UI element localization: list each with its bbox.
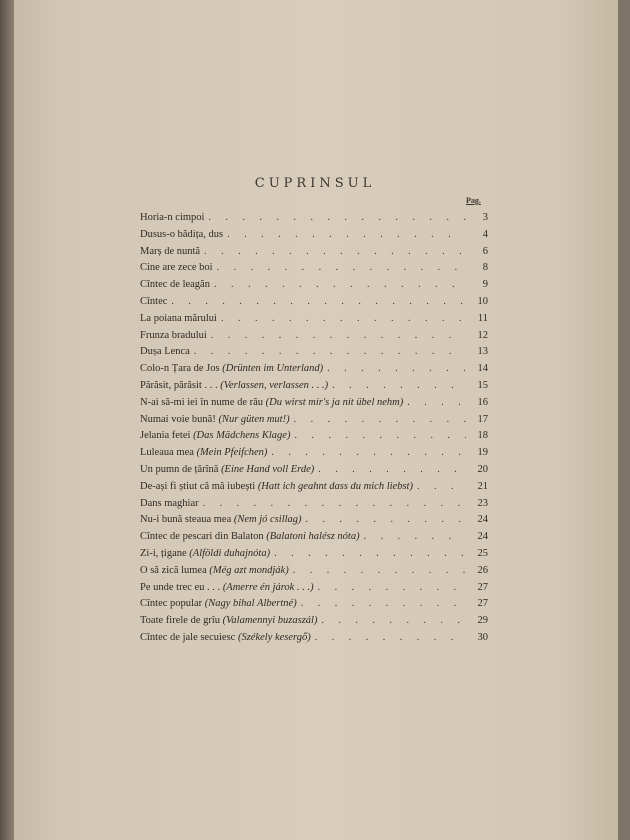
toc-entry-title [140, 361, 327, 378]
toc-entry [140, 294, 488, 311]
toc-leader-dots [203, 496, 466, 513]
toc-leader-dots [204, 244, 466, 261]
toc-entry [140, 395, 488, 412]
toc-entry-text: Cîntec de pescari din Balaton [140, 531, 264, 543]
toc-entry [140, 277, 488, 294]
page-title: CUPRINSUL [254, 176, 376, 191]
toc-entry-page: 25 [477, 547, 488, 559]
toc-leader-dots [321, 613, 466, 630]
toc-leader-dots [227, 227, 466, 244]
toc-leader-dots [217, 260, 466, 277]
toc-entry-title [140, 260, 217, 277]
toc-entry-page: 27 [477, 598, 488, 610]
toc-entry-subtitle: (Nur güten mut!) [218, 413, 290, 425]
toc-leader-dots [332, 378, 466, 395]
toc-entry-page: 9 [482, 279, 488, 291]
toc-entry [140, 344, 488, 361]
toc-entry-subtitle: (Alföldi duhajnóta) [189, 547, 271, 559]
toc-entry-subtitle: (Eine Hand voll Erde) [221, 463, 315, 475]
toc-entry [140, 378, 488, 395]
toc-entry [140, 546, 488, 563]
toc-entry-text: N-ai să-mi iei în nume de rău [140, 396, 264, 408]
toc-entry-page: 26 [477, 564, 488, 576]
toc-leader-dots [327, 361, 466, 378]
toc-entry [140, 428, 488, 445]
toc-entry-page: 13 [477, 346, 488, 358]
toc-entry-text: Horia-n cimpoi [140, 212, 205, 223]
toc-entry-page: 3 [482, 212, 488, 223]
toc-entry-subtitle: (Balatoni halész nóta) [266, 531, 360, 543]
toc-entry-page: 14 [477, 363, 488, 375]
toc-entry [140, 361, 488, 378]
toc-entry-title [140, 328, 211, 345]
toc-entry-title [140, 277, 214, 294]
toc-leader-dots [214, 277, 466, 294]
toc-entry-text: Numai voie bună! [140, 413, 216, 425]
toc-leader-dots [407, 395, 466, 412]
toc-entry-text: Pe unde trec eu . . . [140, 581, 221, 593]
toc-entry-page: 6 [482, 245, 488, 257]
toc-entry-page: 8 [482, 262, 488, 274]
toc-entry-subtitle: (Székely kesergő) [237, 631, 311, 643]
toc-entry-text: Colo-n Țara de Jos [140, 363, 220, 375]
toc-entry-subtitle: (Das Mädchens Klage) [193, 430, 291, 442]
toc-entry-text: Un pumn de țărînă [140, 463, 219, 475]
toc-entry-subtitle: (Hatt ich geahnt dass du mich liebst) [257, 480, 413, 492]
toc-entry-page: 12 [477, 329, 488, 341]
toc-entry [140, 512, 488, 529]
toc-entry-text: Marș de nuntă [140, 245, 201, 257]
toc-entry-page: 10 [477, 295, 488, 307]
toc-leader-dots [318, 462, 466, 479]
toc-entry [140, 260, 488, 277]
toc-entry [140, 563, 488, 580]
toc-entry [140, 462, 488, 479]
toc-entry-page: 15 [477, 379, 488, 391]
toc-entry-title [140, 428, 294, 445]
toc-entry-text: Toate firele de grîu [140, 615, 221, 627]
toc-leader-dots [221, 311, 466, 328]
toc-entry-subtitle: (Amerre én járok . . .) [222, 581, 314, 593]
page-edge-shadow [0, 0, 14, 840]
toc-entry [140, 445, 488, 462]
toc-leader-dots [315, 630, 466, 647]
toc-entry-text: Jelania fetei [140, 430, 191, 442]
toc-leader-dots [301, 596, 466, 613]
toc-entry [140, 496, 488, 513]
toc-entry-page: 20 [477, 463, 488, 475]
toc-entry [140, 479, 488, 496]
toc-entry [140, 311, 488, 328]
toc-entry-text: Dans maghiar [140, 497, 199, 509]
toc-entry-page: 16 [477, 396, 488, 408]
toc-entry-text: Cîntec de leagăn [140, 279, 210, 291]
toc-entry-title [140, 294, 171, 311]
toc-leader-dots [171, 294, 466, 311]
toc-entry [140, 580, 488, 597]
toc-entry-title [140, 395, 407, 412]
table-of-contents [140, 210, 488, 647]
toc-leader-dots [294, 412, 466, 429]
toc-entry-subtitle: (Még azt mondják) [209, 564, 289, 576]
toc-entry-title [140, 630, 315, 647]
toc-entry-page: 23 [477, 497, 488, 509]
toc-entry-text: Cîntec [140, 295, 168, 307]
toc-entry-title [140, 563, 293, 580]
toc-entry-page: 19 [477, 447, 488, 459]
toc-leader-dots [293, 563, 466, 580]
toc-entry [140, 630, 488, 647]
toc-entry-text: De-ași fi știut că mă iubești [140, 480, 256, 492]
toc-entry-title [140, 445, 271, 462]
toc-entry [140, 613, 488, 630]
toc-entry-subtitle: (Valamennyi buzaszál) [222, 615, 318, 627]
toc-entry-text: Cine are zece boi [140, 262, 213, 274]
toc-entry-page: 11 [477, 312, 488, 324]
toc-entry-text: Dușa Lenca [140, 346, 190, 358]
toc-entry-page: 4 [482, 228, 488, 240]
toc-entry-title [140, 378, 332, 395]
toc-leader-dots [318, 580, 466, 597]
toc-entry-subtitle: (Drünten im Unterland) [222, 363, 324, 375]
toc-entry-subtitle: (Du wirst mir's ja nit übel nehm) [265, 396, 404, 408]
toc-entry-text: Dusus-o bădița, dus [140, 228, 224, 240]
toc-leader-dots [294, 428, 466, 445]
toc-entry [140, 227, 488, 244]
toc-entry-title [140, 479, 417, 496]
toc-entry-title [140, 412, 294, 429]
toc-entry-title [140, 311, 221, 328]
toc-entry [140, 328, 488, 345]
toc-leader-dots [211, 328, 466, 345]
toc-entry-title [140, 529, 364, 546]
toc-leader-dots [274, 546, 466, 563]
toc-entry-title [140, 210, 208, 227]
toc-entry [140, 210, 488, 227]
toc-entry [140, 596, 488, 613]
page-column-header: Pag. [466, 196, 481, 205]
toc-entry-title [140, 546, 274, 563]
toc-entry-title [140, 227, 227, 244]
toc-entry [140, 529, 488, 546]
toc-entry-page: 30 [477, 631, 488, 643]
toc-entry-text: Cîntec popular [140, 598, 203, 610]
toc-entry-title [140, 496, 203, 513]
toc-leader-dots [194, 344, 466, 361]
toc-entry-title [140, 580, 318, 597]
toc-entry-text: Nu-i bună steaua mea [140, 514, 232, 526]
toc-entry-page: 18 [477, 430, 488, 442]
toc-entry-text: Frunza bradului [140, 329, 207, 341]
toc-entry-page: 21 [477, 480, 488, 492]
toc-leader-dots [306, 512, 466, 529]
toc-entry-title [140, 344, 194, 361]
toc-entry-page: 24 [477, 531, 488, 543]
toc-entry-subtitle: (Nem jó csillag) [233, 514, 302, 526]
toc-leader-dots [364, 529, 466, 546]
toc-entry-page: 29 [477, 615, 488, 627]
toc-leader-dots [271, 445, 466, 462]
toc-entry-title [140, 462, 318, 479]
toc-leader-dots [208, 210, 466, 227]
toc-entry-text: La poiana mărului [140, 312, 217, 324]
toc-leader-dots [417, 479, 466, 496]
toc-entry-title [140, 512, 306, 529]
toc-entry [140, 412, 488, 429]
toc-entry [140, 244, 488, 261]
toc-entry-page: 17 [477, 413, 488, 425]
toc-entry-title [140, 596, 301, 613]
toc-entry-text: Luleaua mea [140, 447, 194, 459]
toc-entry-text: Părăsit, părăsit . . . [140, 379, 218, 391]
toc-entry-subtitle: (Mein Pfeifchen) [196, 447, 268, 459]
toc-entry-title [140, 244, 204, 261]
toc-entry-text: Cîntec de jale secuiesc [140, 631, 236, 643]
toc-entry-subtitle: (Verlassen, verlassen . . .) [220, 379, 329, 391]
toc-entry-subtitle: (Nagy bihal Albertné) [204, 598, 297, 610]
toc-entry-page: 24 [477, 514, 488, 526]
toc-entry-page: 27 [477, 581, 488, 593]
toc-entry-text: Zi-i, țigane [140, 547, 187, 559]
toc-entry-text: O să zică lumea [140, 564, 207, 576]
toc-entry-title [140, 613, 321, 630]
